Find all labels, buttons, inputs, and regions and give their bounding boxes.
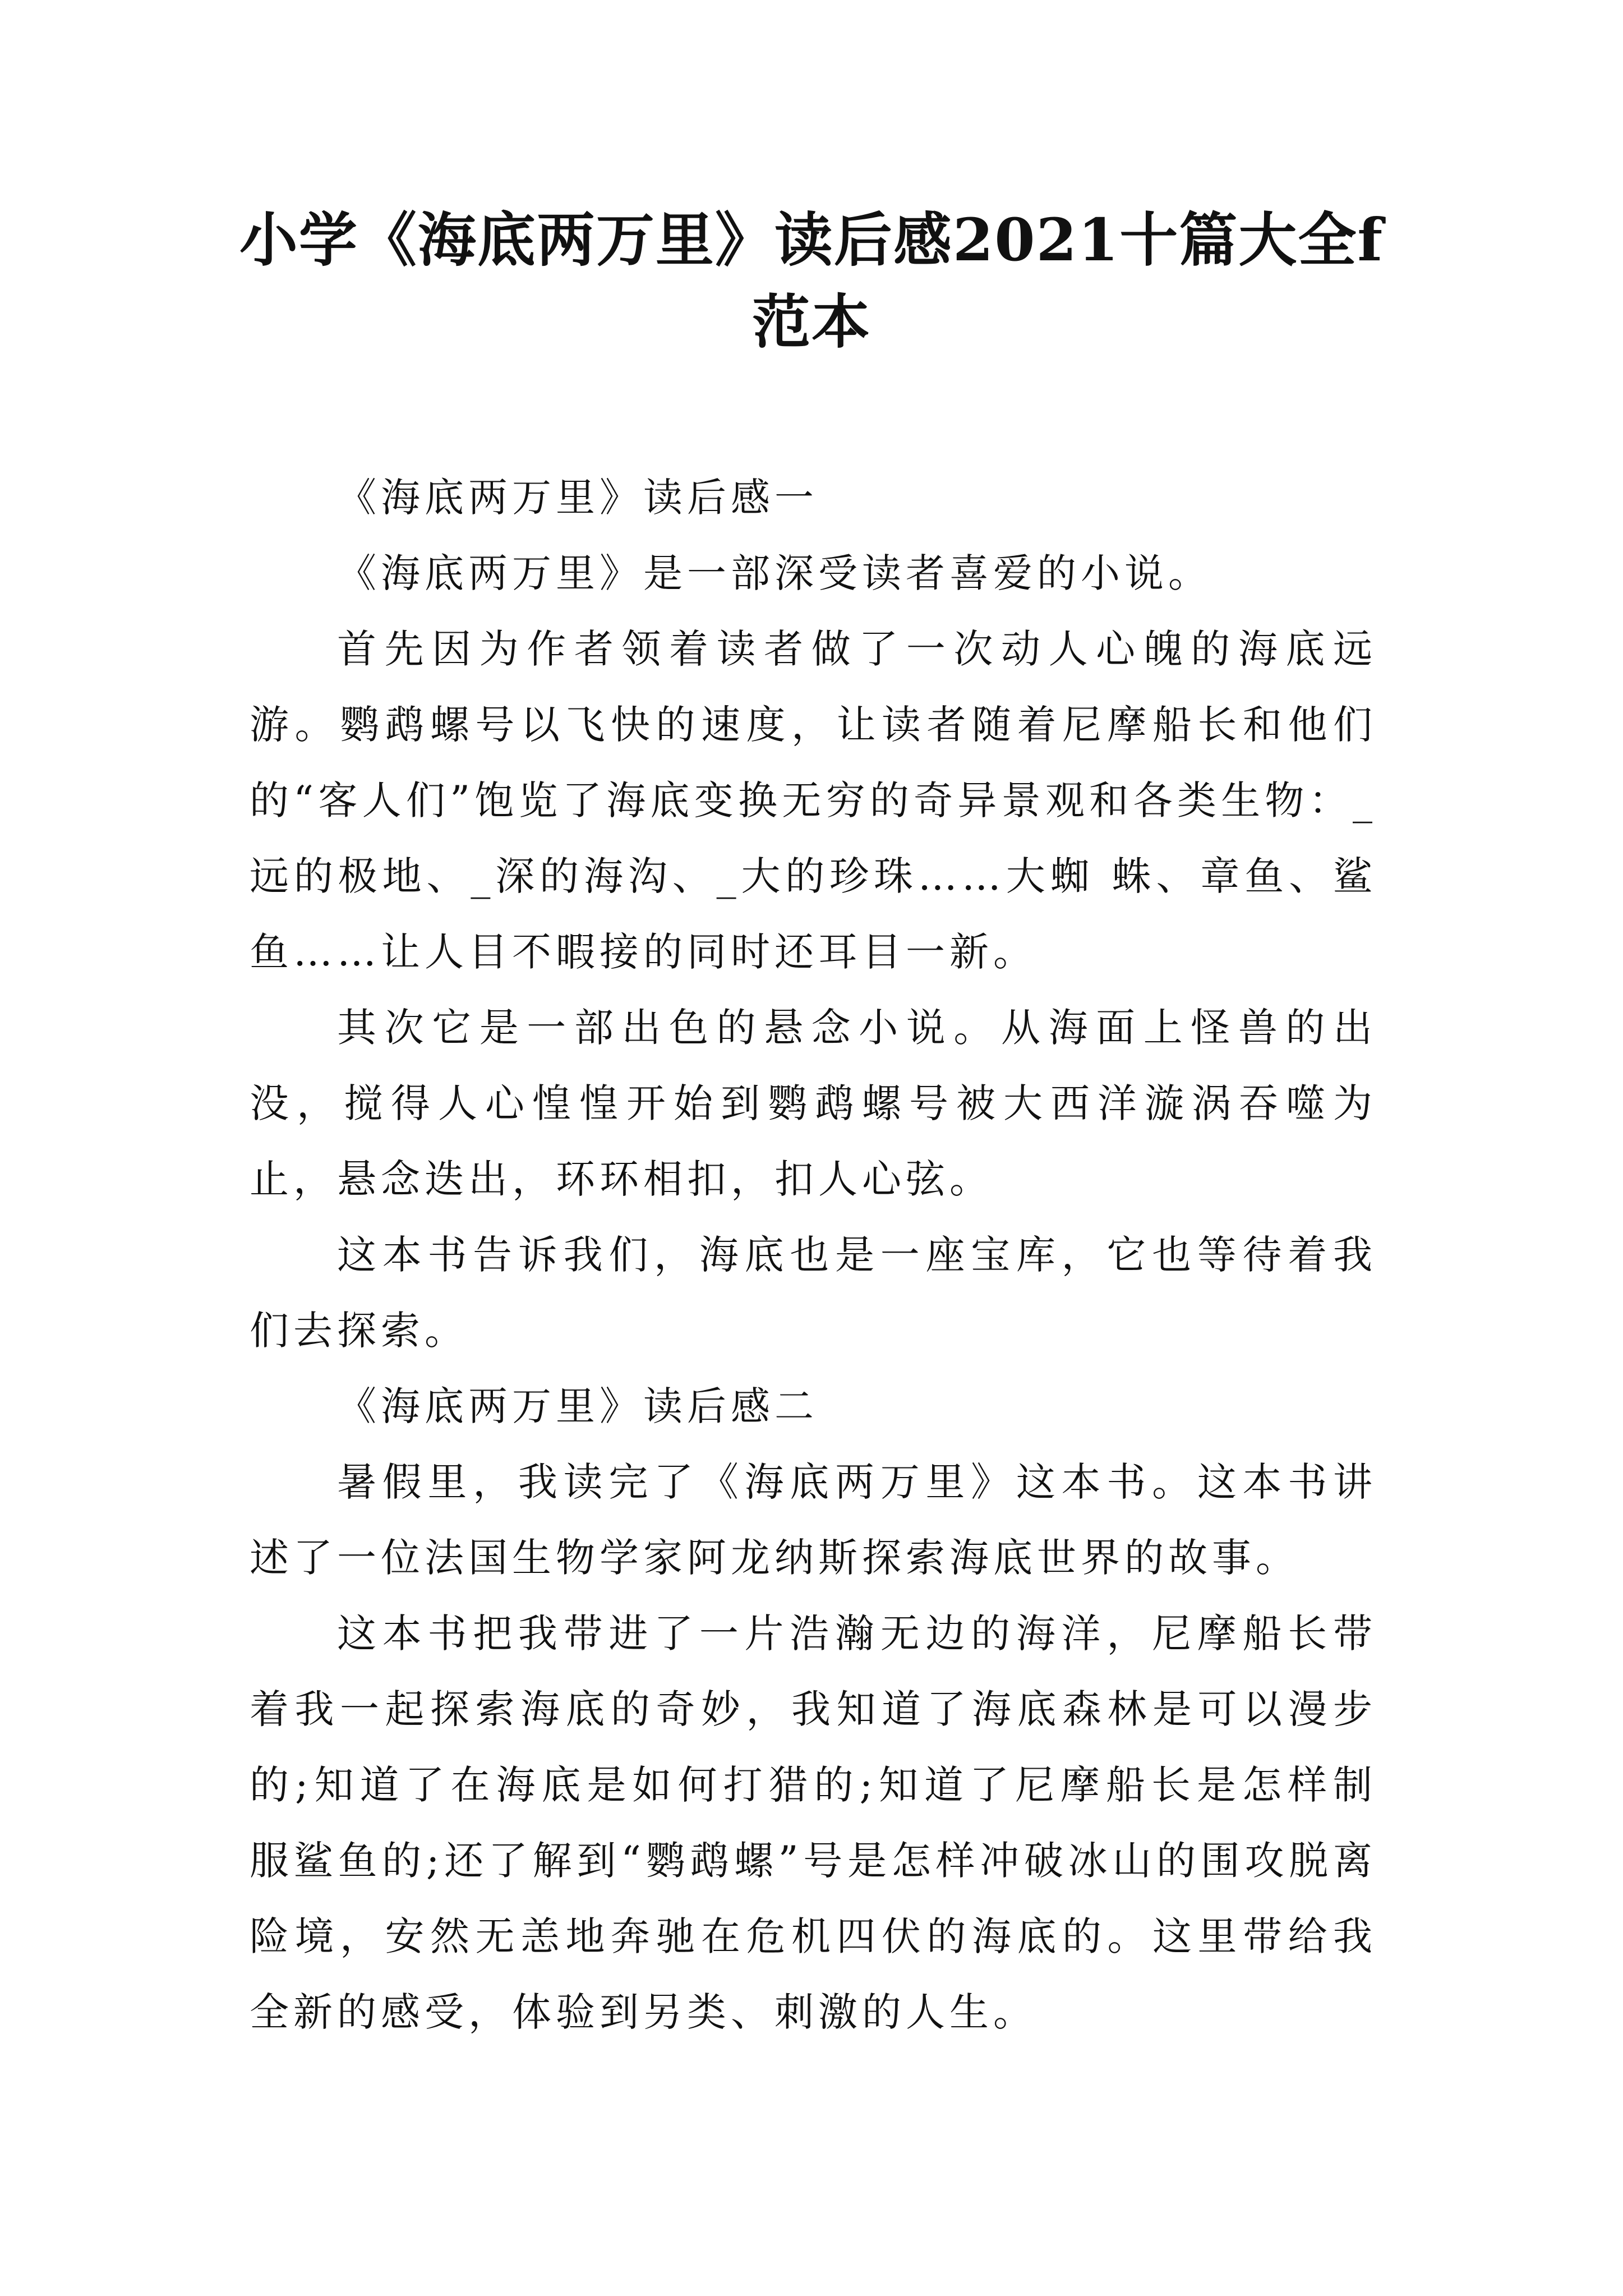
- document-title: [236, 199, 1387, 363]
- title-line-2: 范本: [751, 287, 871, 356]
- paragraph: 这本书把我带进了一片浩瀚无边的海洋，尼摩船长带着我一起探索海底的奇妙，我知道了海底森林是可以漫步的;知道了在海底是如何打猎的;知道了尼摩船长是怎样制 服鲨鱼的;还了解到“鹦鹉螺”号是怎样冲破冰山的围攻脱离险境，安然无恙地奔驰在危机四伏的海底的。这里带给我全新的感受，体验到另类、刺激的人生。: [250, 1611, 1377, 2035]
- document-body: [250, 460, 1377, 2050]
- paragraph: 首先因为作者领着读者做了一次动人心魄的海底远游。鹦鹉螺号以飞快的速度，让读者随着尼摩船长和他们的“客人们”饱览了海底变换无穷的奇异景观和各类生物：_远的极地、_深的海沟、_大的珍珠……大蜘 蛛、章鱼、鲨鱼……让人目不暇接的同时还耳目一新。: [250, 626, 1377, 975]
- paragraph: 《海底两万里》是一部深受读者喜爱的小说。: [337, 550, 1212, 596]
- section-heading-2: 《海底两万里》读后感二: [337, 1383, 818, 1429]
- paragraph: 其次它是一部出色的悬念小说。从海面上怪兽的出没，搅得人心惶惶开始到鹦鹉螺号被大西洋漩涡吞噬为止，悬念迭出，环环相扣，扣人心弦。: [250, 1005, 1377, 1202]
- paragraph: 暑假里，我读完了《海底两万里》这本书。这本书讲述了一位法国生物学家阿龙纳斯探索海底世界的故事。: [250, 1459, 1377, 1581]
- section-heading-1: 《海底两万里》读后感一: [337, 475, 818, 521]
- title-line-1: 小学《海底两万里》读后感2021十篇大全f: [239, 205, 1384, 274]
- paragraph: 这本书告诉我们，海底也是一座宝库，它也等待着我们去探索。: [250, 1232, 1377, 1354]
